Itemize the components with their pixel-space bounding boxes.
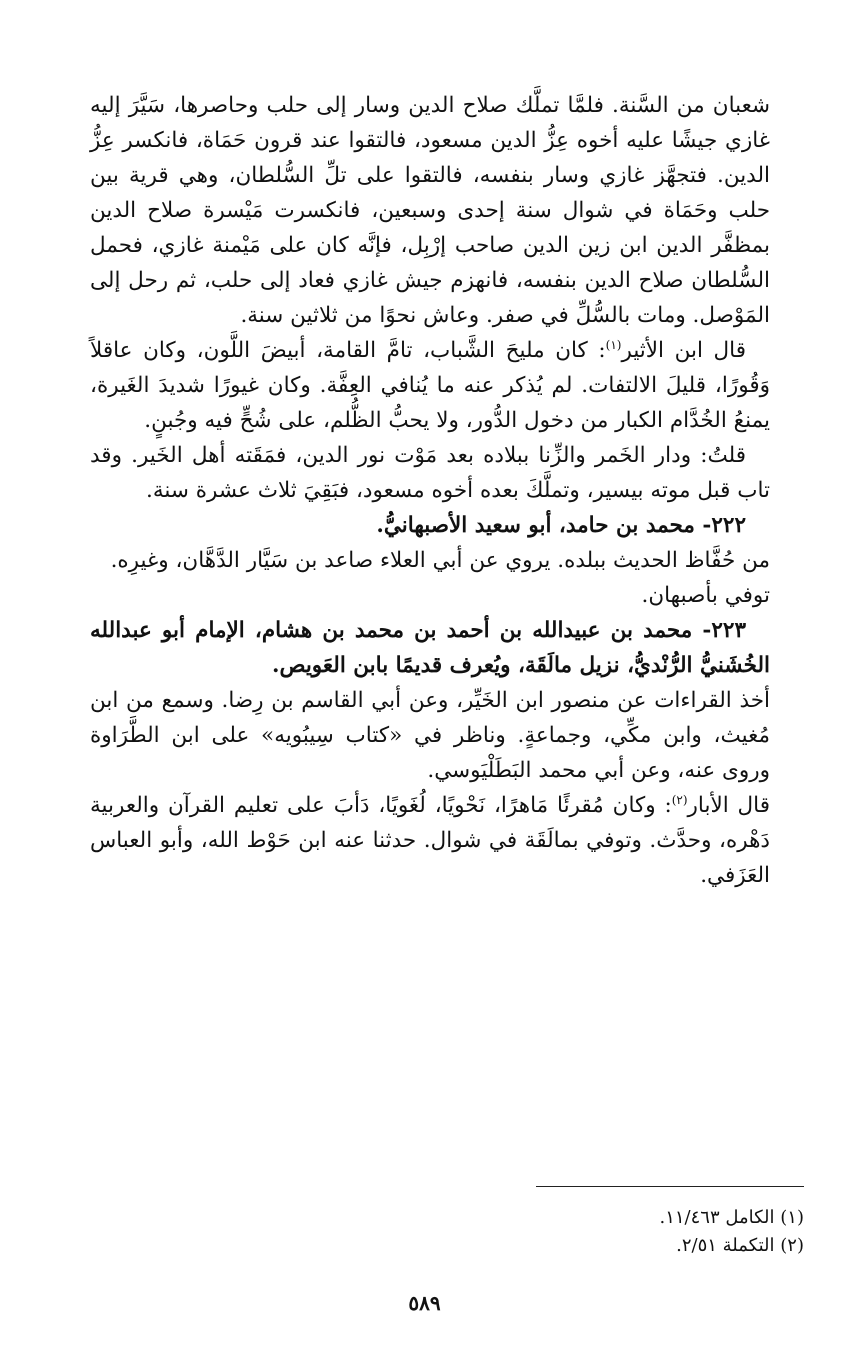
footnote-text: الكامل ١١/٤٦٣. bbox=[659, 1207, 775, 1228]
paragraph bbox=[90, 578, 770, 613]
entry-heading-text: ٢٢٢- محمد بن حامد، أبو سعيد الأصبهانيُّ. bbox=[376, 513, 746, 538]
paragraph bbox=[90, 438, 770, 508]
footnote-number: (٢) bbox=[780, 1235, 804, 1256]
paragraph-text: أخذ القراءات عن منصور ابن الخَيِّر، وعن أبي القاسم بن رِضا. وسمع من ابن مُغيث، وابن مكِّي، وجماعةٍ. وناظر في «كتاب سِيبُويه» على ابن الطَّرَاوة وروى عنه، وعن أبي محمد البَطَلْيَوسي. bbox=[90, 688, 770, 783]
footnote-number: (١) bbox=[780, 1207, 804, 1228]
paragraph bbox=[90, 88, 770, 333]
paragraph-text: : كان مليحَ الشَّباب، تامَّ القامة، أبيضَ اللَّون، وكان عاقلاً وَقُورًا، قليلَ الالتفات. لم يُذكر عنه ما يُنافي العِفَّة. وكان غيورًا شديدَ الغَيرة، يمنعُ الخُدَّام الكبار من دخول الدُّور، ولا يحبُّ الظُّلم، على شُحٍّ فيه وجُبنٍ. bbox=[90, 338, 770, 433]
paragraph-text: : وكان مُقرئًا مَاهرًا، نَحْويًا، لُغَويًا، دَأبَ على تعليم القرآن والعربية دَهْره، وحدَّث. وتوفي بمالَقَة في شوال. حدثنا عنه ابن حَوْط الله، وأبو العباس العَزَفي. bbox=[90, 793, 770, 888]
footnote-marker[interactable]: (٢) bbox=[671, 792, 688, 807]
footnote-divider bbox=[536, 1186, 804, 1187]
entry-heading-text: ٢٢٣- محمد بن عبيدالله بن أحمد بن محمد بن هشام، الإمام أبو عبدالله الخُشَنيُّ الرُّنْديُّ، نزيل مالَقَة، ويُعرف قديمًا بابن العَويص. bbox=[90, 618, 770, 678]
paragraph bbox=[90, 333, 770, 438]
entry-heading bbox=[90, 613, 770, 683]
paragraph-text: قلتُ: ودار الخَمر والزِّنا ببلاده بعد مَوْت نور الدين، فمَقَته أهل الخَير. وقد تاب قبل موته بيسير، وتملَّكَ بعده أخوه مسعود، فبَقِيَ ثلاث عشرة سنة. bbox=[90, 443, 770, 503]
footnote-item bbox=[90, 1232, 804, 1260]
footnote-text: التكملة ٢/٥١. bbox=[676, 1235, 775, 1256]
paragraph-text: من حُفَّاظ الحديث ببلده. يروي عن أبي العلاء صاعد بن سَيَّار الدَّهَّان، وغيرِه. bbox=[110, 548, 770, 573]
main-text bbox=[90, 88, 770, 893]
quote-lead: قال ابن الأثير bbox=[621, 338, 746, 363]
paragraph-text: شعبان من السَّنة. فلمَّا تملَّك صلاح الدين وسار إلى حلب وحاصرها، سَيَّرَ إليه غازي جيشًا عليه أخوه عِزُّ الدين مسعود، فالتقوا عند قرون حَمَاة، فانكسر عِزُّ الدين. فتجهَّز غازي وسار بنفسه، فالتقوا على تلِّ السُّلطان، وهي قرية بين حلب وحَمَاة في شوال سنة إحدى وسبعين، فانكسرت مَيْسرة صلاح الدين بمظفَّر الدين ابن زين الدين صاحب إرْبِل، فإنَّه كان على مَيْمنة غازي، فحمل السُّلطان صلاح الدين بنفسه، فانهزم جيش غازي فعاد إلى حلب، ثم رحل إلى المَوْصل. ومات بالسُّلِّ في صفر. وعاش نحوًا من ثلاثين سنة. bbox=[90, 93, 770, 328]
paragraph bbox=[90, 543, 770, 578]
paragraph bbox=[90, 788, 770, 893]
entry-heading bbox=[90, 508, 770, 543]
paragraph bbox=[90, 683, 770, 788]
footnotes bbox=[90, 1204, 804, 1260]
page-number: ٥٨٩ bbox=[408, 1291, 441, 1315]
footnote-marker[interactable]: (١) bbox=[605, 337, 622, 352]
footnote-item bbox=[90, 1204, 804, 1232]
paragraph-text: توفي بأصبهان. bbox=[641, 583, 770, 608]
quote-lead: قال الأبار bbox=[687, 793, 770, 818]
